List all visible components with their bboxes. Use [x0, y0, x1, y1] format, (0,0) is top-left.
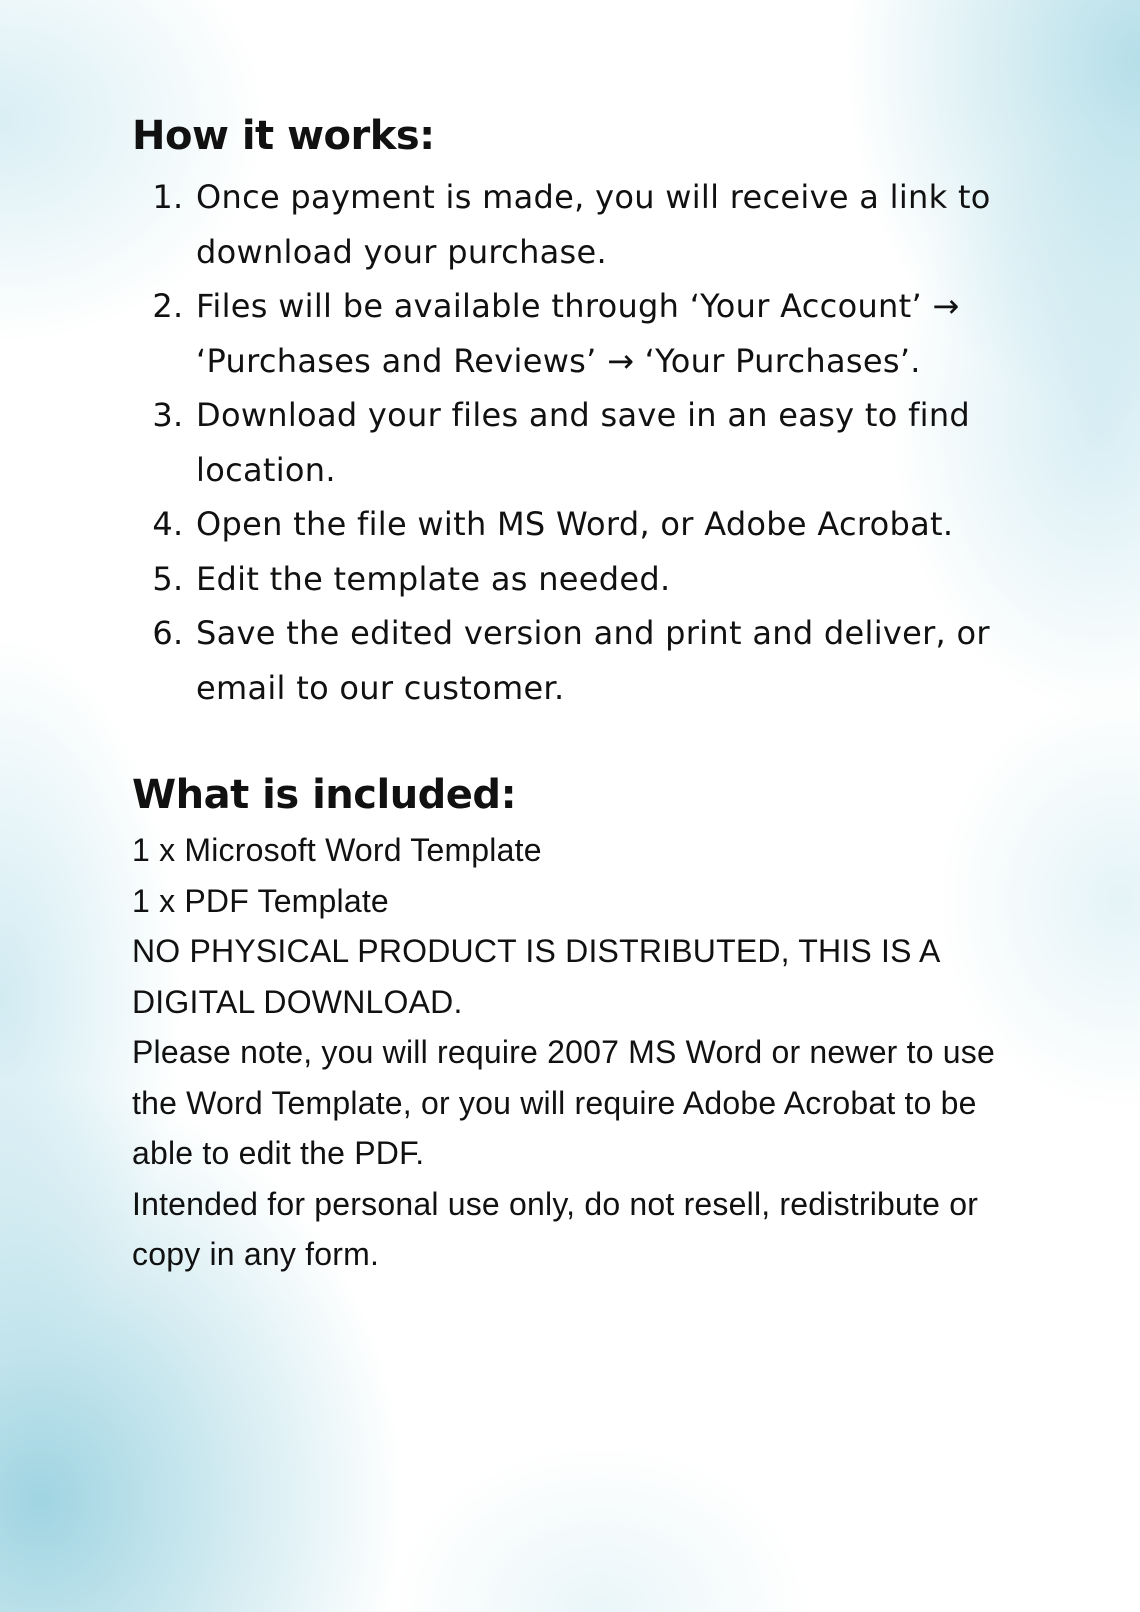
included-heading: What is included: [132, 772, 517, 818]
step-item: 1. Once payment is made, you will receive a link to download your purchase. [194, 170, 1032, 279]
page-content [132, 112, 1032, 1280]
included-list [132, 825, 1032, 1280]
included-line: Please note, you will require 2007 MS Word or newer to use the Word Template, or you will require Adobe Acrobat to be able to edit the PDF. [132, 1034, 996, 1171]
step-item: 6. Save the edited version and print and deliver, or email to our customer. [194, 606, 1032, 715]
step-item: 3. Download your files and save in an easy to find location. [194, 388, 1032, 497]
included-line: 1 x PDF Template [132, 882, 389, 919]
step-item: 2. Files will be available through ‘Your Account’ → ‘Purchases and Reviews’ → ‘Your Purchases’. [194, 279, 1032, 388]
step-item: 4. Open the file with MS Word, or Adobe Acrobat. [194, 497, 1032, 552]
included-line: 1 x Microsoft Word Template [132, 832, 542, 868]
step-item: 5. Edit the template as needed. [194, 552, 1032, 607]
included-line: NO PHYSICAL PRODUCT IS DISTRIBUTED, THIS IS A DIGITAL DOWNLOAD. [132, 933, 939, 1020]
included-line: Intended for personal use only, do not resell, redistribute or copy in any form. [132, 1185, 979, 1272]
how-it-works-heading: How it works: [132, 113, 435, 159]
steps-list [132, 170, 1032, 715]
